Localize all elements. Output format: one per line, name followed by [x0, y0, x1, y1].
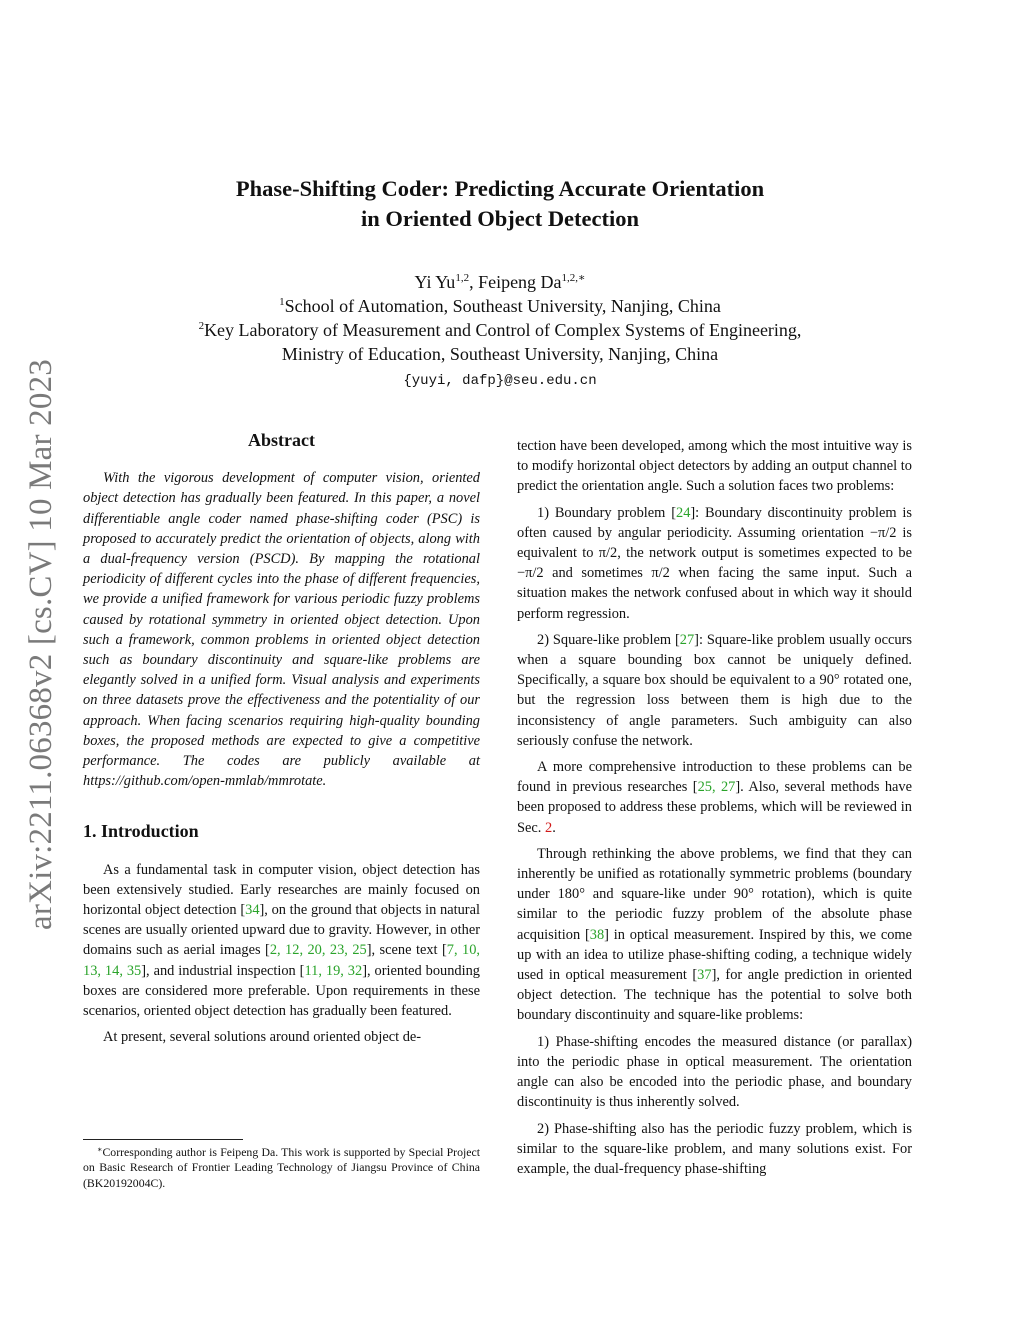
paragraph-continuation: tection have been developed, among which the most intuitive way is to modify horizontal object detectors by adding an output channel to predict the orientation angle. Such a solution faces two problems:: [517, 438, 912, 495]
arxiv-stamp: arXiv:2211.06368v2 [cs.CV] 10 Mar 2023: [23, 359, 59, 930]
paragraph-square-like-problem: [517, 630, 912, 751]
footnote-text: Corresponding author is Feipeng Da. This work is supported by Special Project on Basic Research of Frontier Leading Technology of Jiangsu Province of China (BK20192004C).: [83, 1145, 480, 1190]
intro-paragraph-1: [83, 860, 480, 1022]
text-run: ]: Boundary discontinuity problem is often caused by angular periodicity. Assuming orientation −π/2 is equivalent to π/2, the network output is sometimes expected to be −π/2 and sometimes π/2 when facing the same input. Such a situation makes the network confused about in which way it should perform regression.: [517, 504, 912, 622]
footnote-divider: [83, 1139, 243, 1140]
right-column: [517, 436, 912, 1185]
paper-title: [100, 174, 900, 234]
author-line: [60, 270, 940, 294]
affiliation-mark: 1: [279, 296, 285, 308]
paragraph-more-introduction: [517, 757, 912, 838]
affiliation-line: [60, 342, 940, 366]
intro-paragraph-2-start: At present, several solutions around oriented object de-: [103, 1029, 422, 1046]
section-reference-link[interactable]: 2: [544, 819, 553, 836]
text-run: 2) Square-like problem [: [537, 631, 680, 648]
text-run: ] in optical measurement. Inspired by this, we come up with an idea to utilize phase-shifting coding, a technique widely used in optical measurement [: [517, 926, 912, 984]
author-affil-mark: 1,2,∗: [561, 272, 586, 284]
text-run: ], scene text [: [366, 942, 447, 959]
author-separator: ,: [469, 272, 479, 292]
text-run: ], for angle prediction in oriented object detection. The technique has the potential to solve both boundary discontinuity and square-like problems:: [517, 967, 912, 1024]
citation-link[interactable]: 7, 10, 13, 14, 35: [83, 942, 481, 979]
title-line-1: Phase-Shifting Coder: Predicting Accurate Orientation: [235, 176, 765, 201]
left-column: [83, 430, 480, 1053]
text-run: ]. Also, several methods have been proposed to address these problems, which will be reviewed in Sec.: [517, 779, 912, 836]
citation-link[interactable]: 25, 27: [697, 779, 736, 796]
affiliation-line: [60, 294, 940, 318]
text-run: ], and industrial inspection [: [141, 962, 305, 979]
text-run: 1) Boundary problem [: [537, 504, 676, 521]
citation-link[interactable]: 2, 12, 20, 23, 25: [269, 942, 367, 959]
author-email: {yuyi, dafp}@seu.edu.cn: [403, 373, 597, 389]
footnote-mark: ∗: [97, 1145, 103, 1154]
abstract-text: With the vigorous development of computer vision, oriented object detection has gradually been featured. In this paper, a novel differentiable angle coder named phase-shifting coder (PSC) is proposed to accurately predict the orientation of objects, along with a dual-frequency version (PSCD). By mapping the rotational periodicity of different cycles into the phase of different frequencies, we provide a unified framework for various periodic fuzzy problems caused by rotational symmetry in oriented object detection. Upon such a framework, common problems in oriented object detection such as boundary discontinuity and square-like problems are elegantly solved in a unified form. Visual analysis and experiments on three datasets prove the effectiveness and the potentiality of our approach. When facing scenarios requiring high-quality bounding boxes, the proposed methods are expected to give a competitive performance. The codes are publicly available at https://github.com/open-mmlab/mmrotate.: [83, 470, 480, 790]
affiliation-mark: 2: [198, 320, 205, 332]
text-run: ]: Square-like problem usually occurs when a square bounding box cannot be uniquely defined. Specifically, a square box should be equivalent to a 90° rotated one, but the regression loss between them is high due to the inconsistency of angle parameters. Such ambiguity can also seriously confuse the network.: [517, 631, 912, 749]
citation-link[interactable]: 11, 19, 32: [304, 962, 363, 979]
text-run: As a fundamental task in computer vision, object detection has been extensively studied. Early researches are mainly focused on horizontal object detection [: [83, 861, 480, 919]
abstract-heading: Abstract: [248, 430, 315, 450]
text-run: Through rethinking the above problems, we find that they can inherently be unified as rotationally symmetric problems (boundary under 180° and square-like under 90° rotation), which is quite similar to the periodic fuzzy problem of the absolute phase acquisition [: [517, 845, 912, 943]
text-run: ], on the ground that objects in natural scenes are usually oriented upward due to gravity. However, in other domains such as aerial images [: [83, 902, 480, 959]
citation-link[interactable]: 38: [589, 926, 605, 943]
paragraph-periodic-fuzzy: 2) Phase-shifting also has the periodic fuzzy problem, which is similar to the square-like problem, and many solutions exist. For example, the dual-frequency phase-shifting: [517, 1120, 912, 1177]
affiliation-text: School of Automation, Southeast University, Nanjing, China: [284, 296, 721, 316]
footnote: [83, 1145, 480, 1191]
affiliation-line: [60, 318, 940, 342]
text-run: A more comprehensive introduction to these problems can be found in previous researches [: [517, 759, 912, 796]
paragraph-rethinking: [517, 844, 912, 1026]
author-affil-mark: 1,2: [455, 272, 470, 284]
citation-link[interactable]: 27: [679, 631, 695, 648]
text-run: ], oriented bounding boxes are considered more preferable. Upon requirements in these scenarios, oriented object detection has gradually been featured.: [83, 962, 480, 1020]
paragraph-phase-shifting-encodes: 1) Phase-shifting encodes the measured distance (or parallax) into the periodic phase in optical measurement. The orientation angle can also be encoded into the periodic phase, and boundary discontinuity is thus inherently solved.: [517, 1033, 912, 1111]
title-line-2: in Oriented Object Detection: [360, 206, 640, 231]
affiliation-text: Ministry of Education, Southeast University, Nanjing, China: [281, 344, 719, 364]
author-block: [60, 270, 940, 393]
author-name: Yi Yu: [414, 272, 456, 292]
citation-link[interactable]: 24: [676, 504, 691, 521]
citation-link[interactable]: 34: [245, 902, 260, 919]
text-run: .: [552, 819, 556, 836]
citation-link[interactable]: 37: [697, 967, 712, 984]
affiliation-text: Key Laboratory of Measurement and Control of Complex Systems of Engineering,: [204, 320, 802, 340]
paragraph-boundary-problem: [517, 503, 912, 624]
section-heading-introduction: 1. Introduction: [83, 821, 199, 842]
author-name: Feipeng Da: [478, 272, 562, 292]
